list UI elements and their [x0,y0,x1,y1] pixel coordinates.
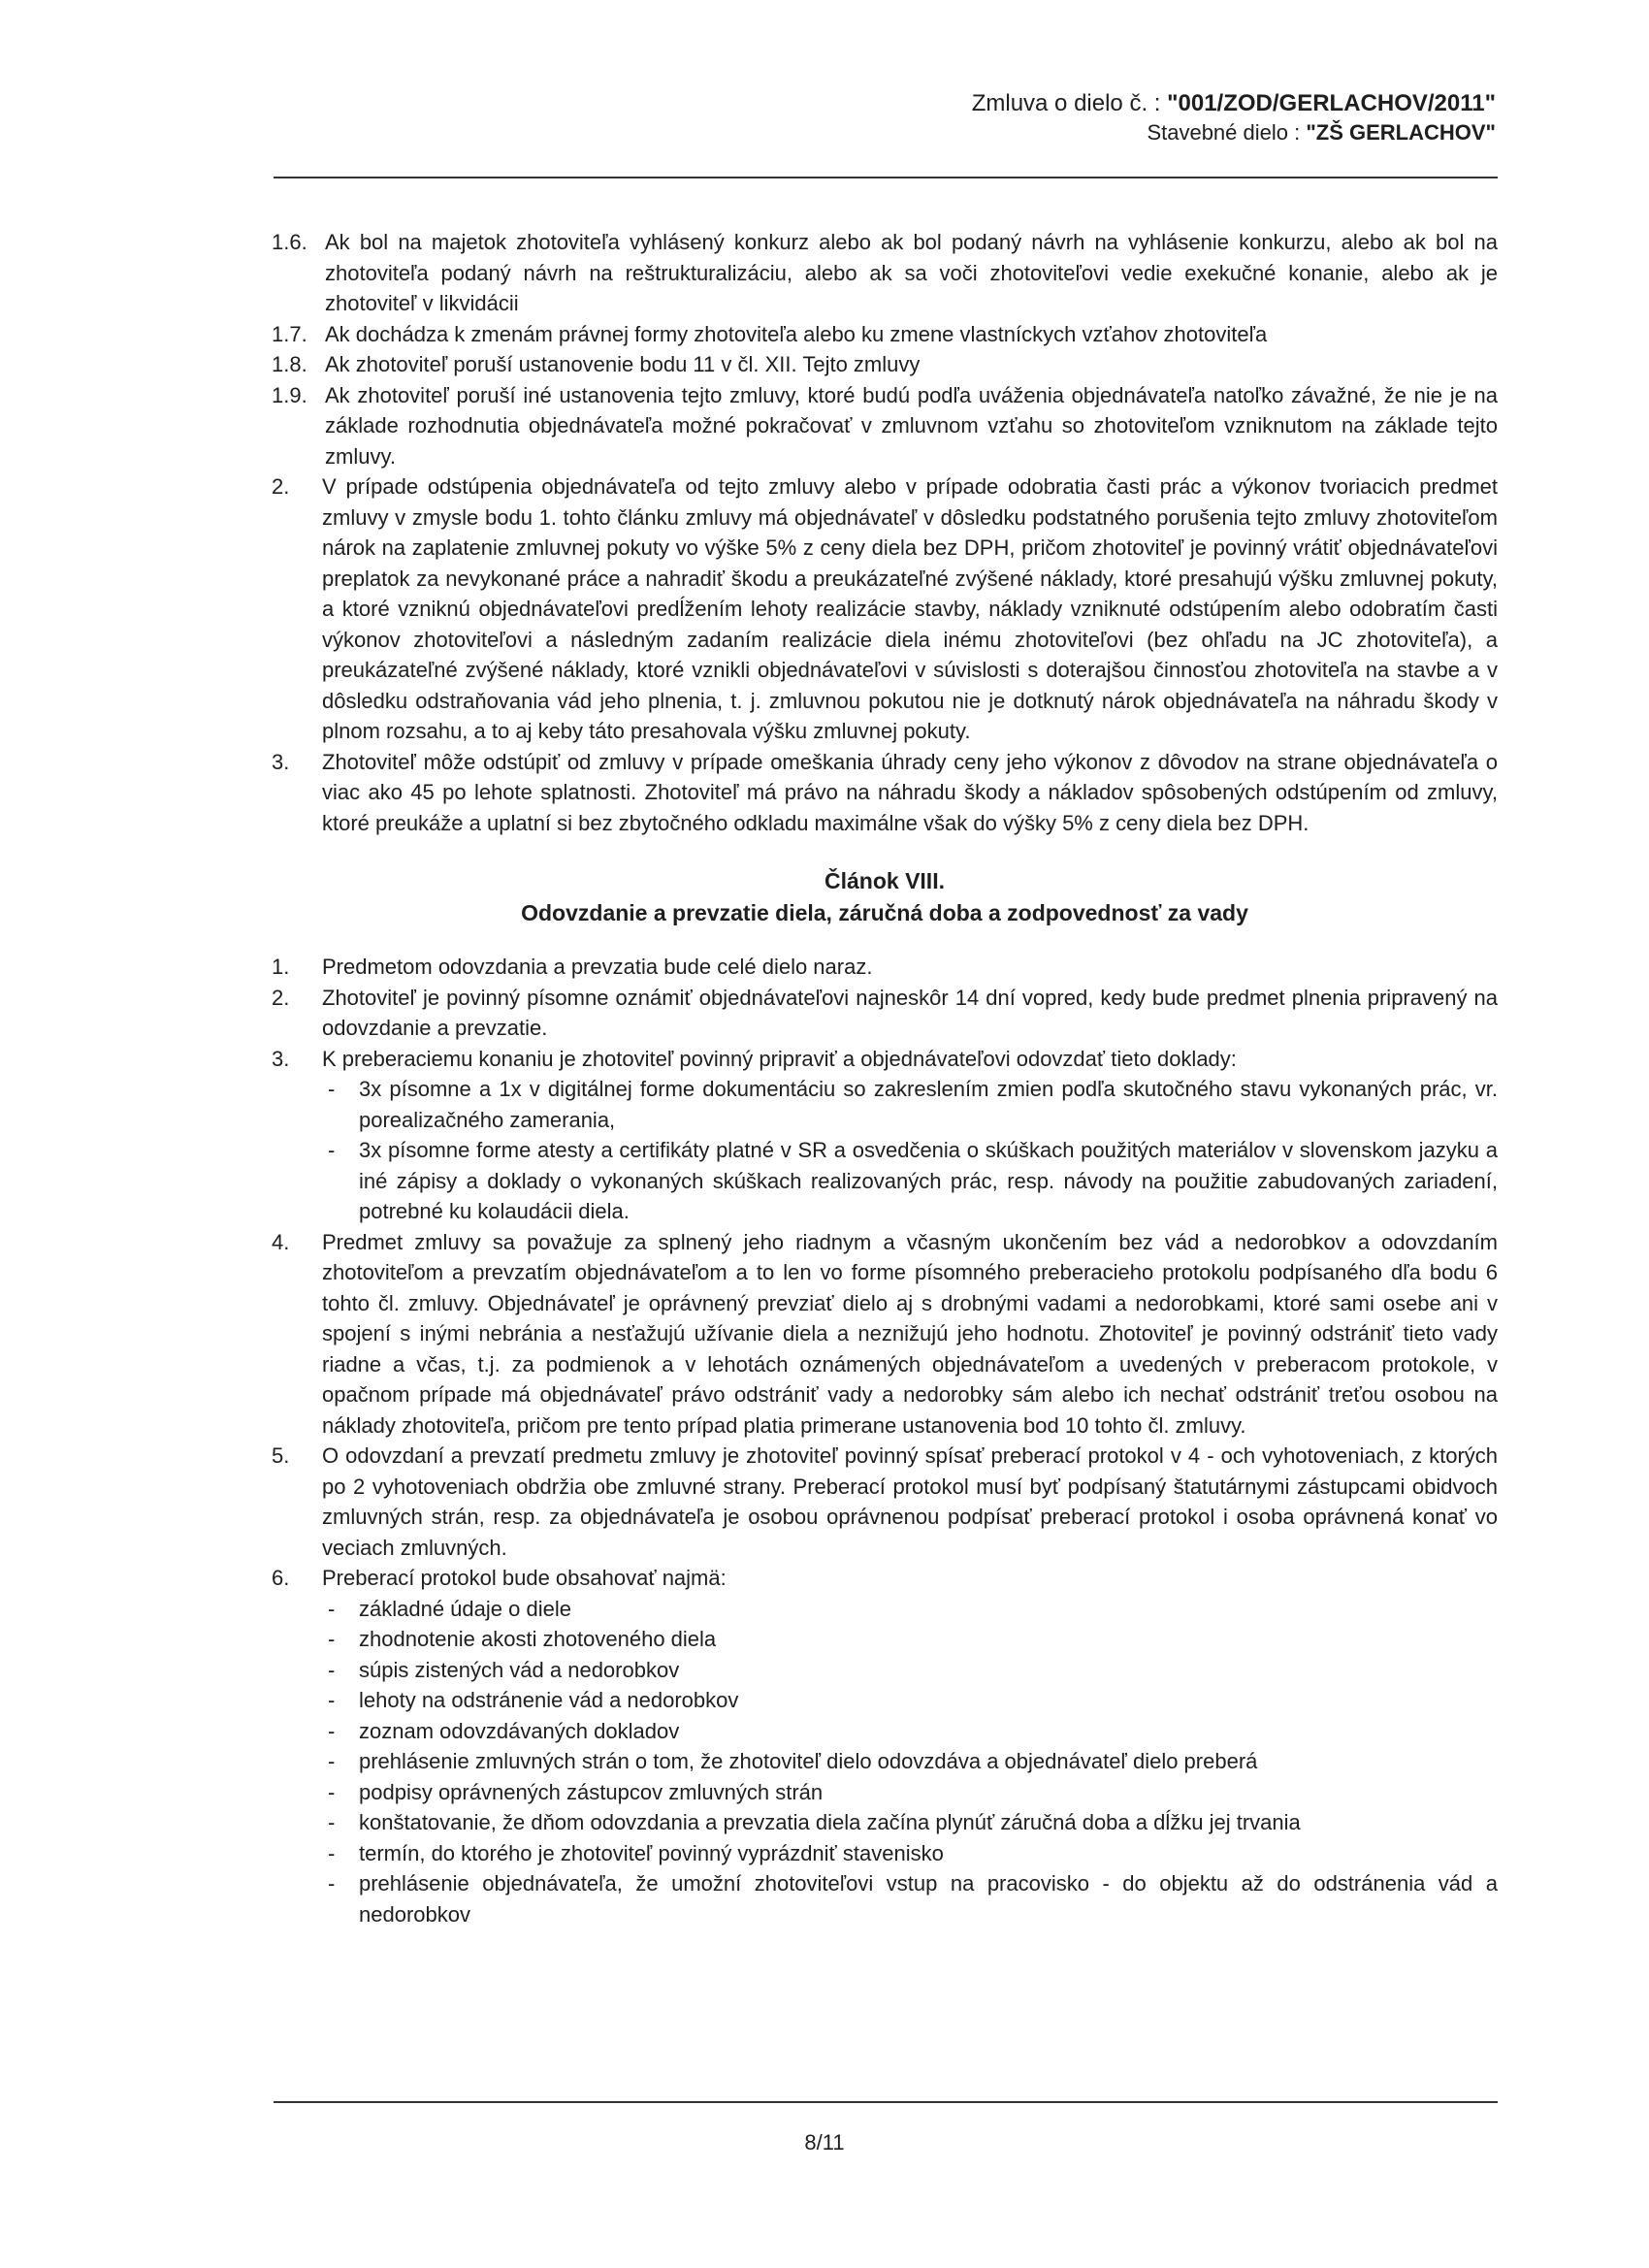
site-prefix: Stavebné dielo : [1147,120,1307,145]
footer-divider [274,2101,1498,2103]
item-number: 2. [272,985,290,1010]
header-divider [274,177,1498,178]
bullet-item [322,1624,1498,1655]
dash-marker: - [328,1810,336,1834]
numbered-item [272,1044,1498,1227]
item-body [322,471,1498,747]
item-body [322,1563,1498,1929]
bullet-item [322,1807,1498,1838]
item-text: Predmetom odovzdania a prevzatia bude celé dielo naraz. [322,955,873,979]
item-text: Ak dochádza k zmenám právnej formy zhotoviteľa alebo ku zmene vlastníckych vzťahov zhotoviteľa [325,321,1268,346]
item-number: 5. [272,1443,290,1468]
bullet-item [322,1655,1498,1686]
numbered-item [272,380,1498,472]
numbered-item [272,952,1498,983]
page-number: 8/11 [804,2130,845,2155]
numbered-item [272,747,1498,839]
bullet-text: zhodnotenie akosti zhotoveného diela [359,1627,717,1651]
item-text: K preberaciemu konaniu je zhotoviteľ povinný pripraviť a objednávateľovi odovzdať tieto doklady: [322,1046,1237,1071]
dash-marker: - [328,1077,336,1101]
bullet-list [322,1594,1498,1930]
bullet-text: prehlásenie objednávateľa, že umožní zhotoviteľovi vstup na pracovisko - do objektu až do odstránenia vád a nedorobkov [359,1871,1498,1927]
bullet-text: lehoty na odstránenie vád a nedorobkov [359,1688,739,1712]
item-text: Predmet zmluvy sa považuje za splnený jeho riadnym a včasným ukončením bez vád a nedorobkov a odovzdaním zhotoviteľom a prevzatím objednávateľom a to len vo forme písomného preberacieho protokolu podpísaného dľa bodu 6 tohto čl. zmluvy. Objednávateľ je oprávnený prevziať dielo aj s drobnými vadami a nedorobkami, ktoré sami osebe ani v spojení s inými nebránia a nesťažujú užívanie diela a neznižujú jeho hodnotu. Zhotoviteľ je povinný odstrániť tieto vady riadne a včas, t.j. za podmienok a v lehotách oznámených objednávateľom a uvedených v preberacom protokole, v opačnom prípade má objednávateľ právo odstrániť vady a nedorobky sám alebo ich nechať odstrániť treťou osobou na náklady zhotoviteľa, pričom pre tento prípad platia primerane ustanovenia bod 10 tohto čl. zmluvy. [322,1229,1498,1438]
construction-site-line [972,118,1496,147]
item-body [325,380,1498,472]
bullet-item [322,1074,1498,1135]
bullet-item [322,1685,1498,1716]
contract-code: "001/ZOD/GERLACHOV/2011" [1167,90,1496,116]
item-body [322,1044,1498,1227]
document-body [272,227,1498,1929]
item-body [322,747,1498,839]
item-text: Ak zhotoviteľ poruší iné ustanovenia tejto zmluvy, ktoré budú podľa uváženia objednávateľa natoľko závažné, že nie je na základe rozhodnutia objednávateľa možné pokračovať v zmluvnom vzťahu so zhotoviteľom vzniknutom na základe tejto zmluvy. [325,382,1498,469]
contract-number-line [972,89,1496,118]
item-number: 6. [272,1566,290,1590]
bullet-item [322,1716,1498,1747]
numbered-item [272,1441,1498,1563]
numbered-item [272,1563,1498,1929]
item-body [322,952,1498,983]
dash-marker: - [328,1871,336,1895]
numbered-item [272,227,1498,319]
bullet-text: súpis zistených vád a nedorobkov [359,1657,680,1682]
item-body [322,1227,1498,1442]
dash-marker: - [328,1779,336,1804]
item-number: 4. [272,1229,290,1254]
bullet-item [322,1777,1498,1808]
numbered-item [272,319,1498,350]
bullet-text: prehlásenie zmluvných strán o tom, že zhotoviteľ dielo odovzdáva a objednávateľ dielo preberá [359,1749,1258,1773]
bullet-list [322,1074,1498,1227]
item-text: O odovzdaní a prevzatí predmetu zmluvy je zhotoviteľ povinný spísať preberací protokol v 4 - och vyhotoveniach, z ktorých po 2 vyhotoveniach obdržia obe zmluvné strany. Preberací protokol musí byť podpísaný štatutárnymi zástupcami obidvoch zmluvných strán, resp. za objednávateľa je osobou oprávnenou podpísať preberací protokol i osoba oprávnená konať vo veciach zmluvných. [322,1443,1498,1560]
item-body [325,349,1498,380]
bullet-text: 3x písomne a 1x v digitálnej forme dokumentáciu so zakreslením zmien podľa skutočného stavu vykonaných prác, vr. porealizačného zamerania, [359,1077,1498,1132]
article-heading [272,865,1498,929]
dash-marker: - [328,1138,336,1162]
contract-prefix: Zmluva o dielo č. : [971,90,1168,116]
item-text: Zhotoviteľ je povinný písomne oznámiť objednávateľovi najneskôr 14 dní vopred, kedy bude predmet plnenia pripravený na odovzdanie a prevzatie. [322,985,1498,1040]
numbered-item [272,983,1498,1044]
dash-marker: - [328,1840,336,1865]
bullet-item [322,1135,1498,1227]
item-number: 1. [272,955,290,979]
item-number: 3. [272,749,290,774]
handover-points [272,952,1498,1929]
item-text: Preberací protokol bude obsahovať najmä: [322,1566,727,1590]
bullet-text: termín, do ktorého je zhotoviteľ povinný vyprázdniť stavenisko [359,1840,944,1865]
item-text: Ak zhotoviteľ poruší ustanovenie bodu 11 v čl. XII. Tejto zmluvy [325,352,921,376]
dash-marker: - [328,1596,336,1621]
numbered-item [272,1227,1498,1442]
dash-marker: - [328,1749,336,1773]
item-body [325,227,1498,319]
item-number: 2. [272,474,290,499]
dash-marker: - [328,1718,336,1743]
dash-marker: - [328,1627,336,1651]
item-number: 1.9. [272,382,307,407]
item-number: 3. [272,1046,290,1071]
item-text: Zhotoviteľ môže odstúpiť od zmluvy v prípade omeškania úhrady ceny jeho výkonov z dôvodov na strane objednávateľa o viac ako 45 po lehote splatnosti. Zhotoviteľ má právo na náhradu škody a nákladov spôsobených odstúpením od zmluvy, ktoré preukáže a uplatní si bez zbytočného odkladu maximálne však do výšky 5% z ceny diela bez DPH. [322,749,1498,835]
withdrawal-sub-points [272,227,1498,471]
item-text: Ak bol na majetok zhotoviteľa vyhlásený konkurz alebo ak bol podaný návrh na vyhlásenie konkurzu, alebo ak bol na zhotoviteľa podaný návrh na reštrukturalizáciu, alebo ak sa voči zhotoviteľovi vedie exekučné konanie, alebo ak je zhotoviteľ v likvidácii [325,230,1498,315]
item-number: 1.7. [272,321,307,346]
item-number: 1.8. [272,352,307,376]
item-body [322,983,1498,1044]
withdrawal-points [272,471,1498,838]
article-subtitle: Odovzdanie a prevzatie diela, záručná doba a zodpovednosť za vady [521,900,1248,925]
bullet-item [322,1594,1498,1625]
bullet-text: konštatovanie, že dňom odovzdania a prevzatia diela začína plynúť záručná doba a dĺžku jej trvania [359,1810,1301,1834]
dash-marker: - [328,1688,336,1712]
dash-marker: - [328,1657,336,1682]
bullet-item [322,1838,1498,1869]
item-body [325,319,1498,350]
bullet-text: zoznam odovzdávaných dokladov [359,1718,680,1743]
bullet-text: podpisy oprávnených zástupcov zmluvných strán [359,1779,824,1804]
item-text: V prípade odstúpenia objednávateľa od tejto zmluvy alebo v prípade odobratia časti prác a výkonov tvoriacich predmet zmluvy v zmysle bodu 1. tohto článku zmluvy má objednávateľ v dôsledku podstatného porušenia tejto zmluvy zhotoviteľom nárok na zaplatenie zmluvnej pokuty vo výške 5% z ceny diela bez DPH, pričom zhotoviteľ je povinný vrátiť objednávateľovi preplatok za nevykonané práce a nahradiť škodu a preukázateľné zvýšené náklady, ktoré presahujú výšku zmluvnej pokuty, a ktoré vzniknú objednávateľovi predĺžením lehoty realizácie stavby, náklady vzniknuté odstúpením alebo odobratím časti výkonov zhotoviteľovi a následným zadaním realizácie diela inému zhotoviteľovi (bez ohľadu na JC zhotoviteľa), a preukázateľné zvýšené náklady, ktoré vznikli objednávateľovi v súvislosti s doterajšou činnosťou zhotoviteľa na stavbe a v dôsledku odstraňovania vád jeho plnenia, t. j. zmluvnou pokutou nie je dotknutý nárok objednávateľa na náhradu škody v plnom rozsahu, a to aj keby táto presahovala výšku zmluvnej pokuty. [322,474,1498,743]
bullet-item [322,1868,1498,1929]
numbered-item [272,471,1498,747]
numbered-item [272,349,1498,380]
site-name: "ZŠ GERLACHOV" [1306,120,1496,145]
bullet-text: 3x písomne forme atesty a certifikáty platné v SR a osvedčenia o skúškach použitých materiálov v slovenskom jazyku a iné zápisy a doklady o vykonaných skúškach realizovaných prác, resp. návody na použitie zabudovaných zariadení, potrebné ku kolaudácii diela. [359,1138,1498,1223]
bullet-text: základné údaje o diele [359,1596,571,1621]
article-title: Článok VIII. [824,868,945,893]
item-number: 1.6. [272,230,307,254]
page-header [972,89,1496,147]
item-body [322,1441,1498,1563]
bullet-item [322,1746,1498,1777]
